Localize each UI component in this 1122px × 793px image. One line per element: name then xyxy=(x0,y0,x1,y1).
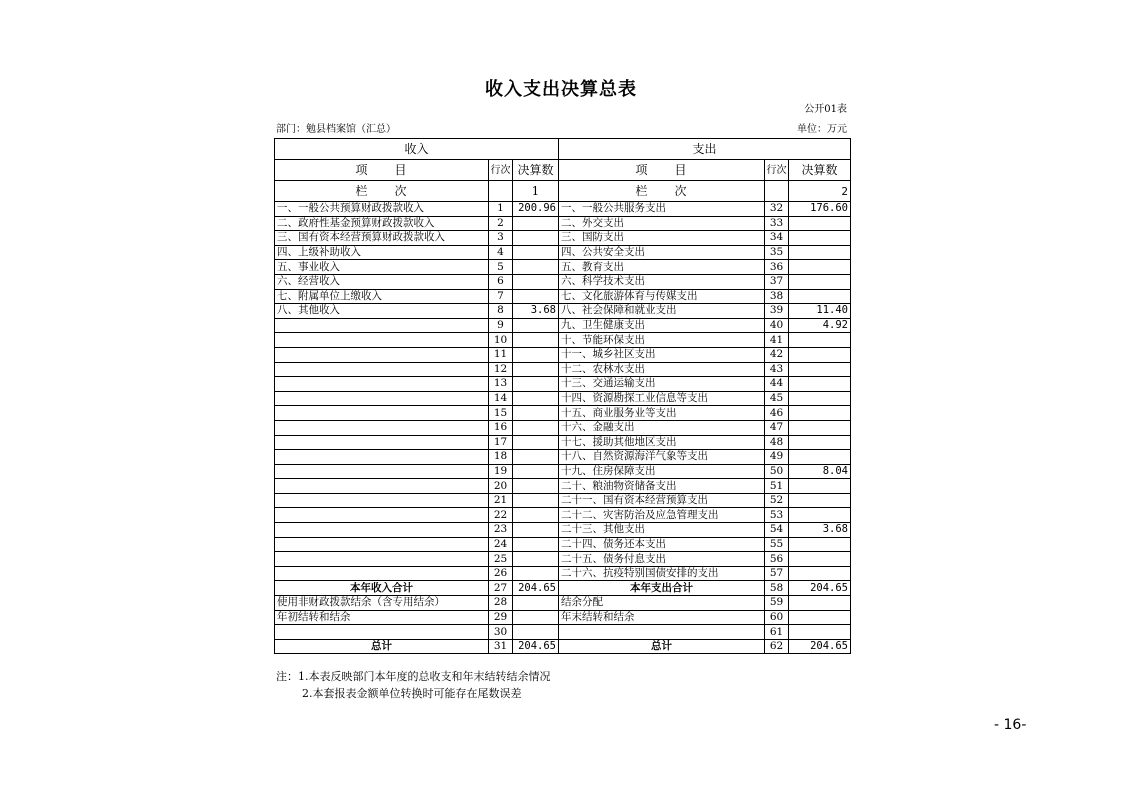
income-row-no-cell: 22 xyxy=(489,508,513,523)
expense-row-no-cell: 57 xyxy=(765,566,789,581)
expense-row-no-cell: 33 xyxy=(765,216,789,231)
table-row xyxy=(275,625,851,640)
income-amount-cell xyxy=(513,231,559,246)
income-amount-cell xyxy=(513,377,559,392)
expense-amount-cell: 204.65 xyxy=(789,639,851,654)
income-item-cell: 年初结转和结余 xyxy=(275,610,489,625)
table-row xyxy=(275,318,851,333)
income-amount-cell xyxy=(513,625,559,640)
department-label: 部门：勉县档案馆（汇总） xyxy=(276,124,396,135)
income-item-cell xyxy=(275,318,489,333)
income-item-cell xyxy=(275,391,489,406)
table-row xyxy=(275,202,851,217)
income-item-cell xyxy=(275,347,489,362)
expense-amount-cell xyxy=(789,420,851,435)
expense-item-cell: 十一、城乡社区支出 xyxy=(559,347,765,362)
expense-item-cell: 二十三、其他支出 xyxy=(559,523,765,538)
income-amount-cell xyxy=(513,596,559,611)
expense-amount-cell xyxy=(789,377,851,392)
income-item-header: 项 目 xyxy=(275,160,489,181)
expense-row-no-cell: 53 xyxy=(765,508,789,523)
income-amount-cell: 3.68 xyxy=(513,304,559,319)
expense-amount-cell xyxy=(789,479,851,494)
income-item-cell: 本年收入合计 xyxy=(275,581,489,596)
table-row xyxy=(275,523,851,538)
expense-row-no-cell: 32 xyxy=(765,202,789,217)
table-row xyxy=(275,289,851,304)
income-amount-cell xyxy=(513,508,559,523)
expense-row-no-cell: 40 xyxy=(765,318,789,333)
expense-row-no-cell: 56 xyxy=(765,552,789,567)
expense-amount-cell xyxy=(789,596,851,611)
income-item-cell xyxy=(275,450,489,465)
expense-amount-cell xyxy=(789,289,851,304)
expense-amount-cell: 8.04 xyxy=(789,464,851,479)
income-item-cell xyxy=(275,493,489,508)
income-row-no-cell: 6 xyxy=(489,274,513,289)
table-body xyxy=(275,139,851,654)
income-amount-cell xyxy=(513,362,559,377)
table-row xyxy=(275,596,851,611)
income-amount-cell: 204.65 xyxy=(513,581,559,596)
expense-row-no-cell: 43 xyxy=(765,362,789,377)
expense-row-no-cell: 54 xyxy=(765,523,789,538)
expense-item-cell: 总计 xyxy=(559,639,765,654)
expense-amount-cell xyxy=(789,508,851,523)
income-amount-cell xyxy=(513,464,559,479)
income-row-no-cell: 31 xyxy=(489,639,513,654)
table-row xyxy=(275,391,851,406)
income-row-no-cell: 13 xyxy=(489,377,513,392)
income-row-no-cell: 25 xyxy=(489,552,513,567)
expense-item-cell: 二十六、抗疫特别国债安排的支出 xyxy=(559,566,765,581)
expense-amount-cell xyxy=(789,552,851,567)
income-amount-cell xyxy=(513,333,559,348)
expense-amount-cell xyxy=(789,216,851,231)
expense-amount-cell xyxy=(789,391,851,406)
table-row xyxy=(275,479,851,494)
income-row-no-cell: 1 xyxy=(489,202,513,217)
expense-amount-cell xyxy=(789,406,851,421)
income-item-cell xyxy=(275,566,489,581)
expense-amount-cell: 204.65 xyxy=(789,581,851,596)
expense-item-cell: 结余分配 xyxy=(559,596,765,611)
table-row xyxy=(275,304,851,319)
expense-item-cell: 六、科学技术支出 xyxy=(559,274,765,289)
expense-item-cell: 十七、援助其他地区支出 xyxy=(559,435,765,450)
income-amount-cell xyxy=(513,566,559,581)
table-row xyxy=(275,347,851,362)
report-title: 收入支出决算总表 xyxy=(485,79,637,100)
income-item-cell xyxy=(275,552,489,567)
income-item-cell: 六、经营收入 xyxy=(275,274,489,289)
expense-row-no-cell: 50 xyxy=(765,464,789,479)
income-row-no-cell: 21 xyxy=(489,493,513,508)
income-row-no-cell: 3 xyxy=(489,231,513,246)
income-amount-cell xyxy=(513,289,559,304)
income-item-cell: 八、其他收入 xyxy=(275,304,489,319)
expense-row-no-cell: 51 xyxy=(765,479,789,494)
expense-row-no-cell: 55 xyxy=(765,537,789,552)
income-item-cell xyxy=(275,479,489,494)
income-amount-cell xyxy=(513,420,559,435)
expense-item-cell: 本年支出合计 xyxy=(559,581,765,596)
expense-item-cell: 二十二、灾害防治及应急管理支出 xyxy=(559,508,765,523)
income-amount-cell xyxy=(513,537,559,552)
income-row-no-cell: 27 xyxy=(489,581,513,596)
table-row xyxy=(275,231,851,246)
income-row-no-cell: 14 xyxy=(489,391,513,406)
income-amount-cell xyxy=(513,391,559,406)
table-row xyxy=(275,508,851,523)
section-header-row xyxy=(275,139,851,160)
income-item-cell xyxy=(275,523,489,538)
income-row-no-cell: 17 xyxy=(489,435,513,450)
income-row-no-cell: 4 xyxy=(489,245,513,260)
income-item-cell: 一、一般公共预算财政拨款收入 xyxy=(275,202,489,217)
income-row-no-cell: 16 xyxy=(489,420,513,435)
income-amount-header: 决算数 xyxy=(513,160,559,181)
table-row xyxy=(275,581,851,596)
expense-amount-cell xyxy=(789,333,851,348)
table-row xyxy=(275,406,851,421)
expense-amount-cell xyxy=(789,537,851,552)
income-amount-cell xyxy=(513,216,559,231)
expense-item-cell: 三、国防支出 xyxy=(559,231,765,246)
expense-column-index: 2 xyxy=(789,181,851,202)
table-row xyxy=(275,450,851,465)
expense-row-no-cell: 49 xyxy=(765,450,789,465)
income-amount-cell: 200.96 xyxy=(513,202,559,217)
expense-item-cell: 八、社会保障和就业支出 xyxy=(559,304,765,319)
form-number: 公开01表 xyxy=(804,104,847,115)
table-row xyxy=(275,435,851,450)
expense-item-cell: 十四、资源勘探工业信息等支出 xyxy=(559,391,765,406)
column-header-row xyxy=(275,160,851,181)
income-row-no-cell: 15 xyxy=(489,406,513,421)
empty-cell xyxy=(489,181,513,202)
expense-item-cell: 二十、粮油物资储备支出 xyxy=(559,479,765,494)
expense-row-no-header: 行次 xyxy=(765,160,789,181)
expense-amount-cell xyxy=(789,245,851,260)
income-item-cell xyxy=(275,406,489,421)
income-amount-cell xyxy=(513,245,559,260)
table-row xyxy=(275,377,851,392)
income-column-label: 栏 次 xyxy=(275,181,489,202)
column-index-row xyxy=(275,181,851,202)
expense-row-no-cell: 35 xyxy=(765,245,789,260)
expense-row-no-cell: 59 xyxy=(765,596,789,611)
income-item-cell xyxy=(275,333,489,348)
expense-section-header: 支出 xyxy=(559,139,851,160)
income-expense-table xyxy=(274,138,851,654)
income-amount-cell xyxy=(513,523,559,538)
table-row xyxy=(275,420,851,435)
expense-row-no-cell: 60 xyxy=(765,610,789,625)
income-amount-cell xyxy=(513,406,559,421)
income-amount-cell xyxy=(513,347,559,362)
expense-item-cell: 十五、商业服务业等支出 xyxy=(559,406,765,421)
expense-item-cell: 二、外交支出 xyxy=(559,216,765,231)
income-amount-cell xyxy=(513,435,559,450)
income-row-no-cell: 30 xyxy=(489,625,513,640)
expense-item-cell: 二十四、债务还本支出 xyxy=(559,537,765,552)
income-row-no-cell: 2 xyxy=(489,216,513,231)
income-item-cell xyxy=(275,464,489,479)
table-row xyxy=(275,274,851,289)
income-row-no-cell: 10 xyxy=(489,333,513,348)
table-row xyxy=(275,566,851,581)
income-row-no-header: 行次 xyxy=(489,160,513,181)
expense-row-no-cell: 36 xyxy=(765,260,789,275)
expense-amount-cell xyxy=(789,625,851,640)
income-row-no-cell: 11 xyxy=(489,347,513,362)
expense-row-no-cell: 42 xyxy=(765,347,789,362)
expense-amount-cell xyxy=(789,260,851,275)
income-item-cell xyxy=(275,625,489,640)
expense-amount-cell xyxy=(789,566,851,581)
income-item-cell: 总计 xyxy=(275,639,489,654)
income-item-cell: 五、事业收入 xyxy=(275,260,489,275)
expense-row-no-cell: 37 xyxy=(765,274,789,289)
expense-row-no-cell: 62 xyxy=(765,639,789,654)
expense-row-no-cell: 39 xyxy=(765,304,789,319)
income-amount-cell xyxy=(513,450,559,465)
income-item-cell: 三、国有资本经营预算财政拨款收入 xyxy=(275,231,489,246)
expense-item-cell xyxy=(559,625,765,640)
table-row xyxy=(275,537,851,552)
expense-row-no-cell: 41 xyxy=(765,333,789,348)
income-item-cell xyxy=(275,420,489,435)
expense-row-no-cell: 44 xyxy=(765,377,789,392)
expense-item-cell: 七、文化旅游体育与传媒支出 xyxy=(559,289,765,304)
expense-column-label: 栏 次 xyxy=(559,181,765,202)
income-row-no-cell: 12 xyxy=(489,362,513,377)
page-number: - 16- xyxy=(994,717,1027,733)
expense-item-cell: 二十五、债务付息支出 xyxy=(559,552,765,567)
unit-label: 单位：万元 xyxy=(797,124,847,135)
income-amount-cell xyxy=(513,610,559,625)
table-row xyxy=(275,245,851,260)
income-row-no-cell: 24 xyxy=(489,537,513,552)
expense-item-cell: 四、公共安全支出 xyxy=(559,245,765,260)
income-item-cell: 七、附属单位上缴收入 xyxy=(275,289,489,304)
income-row-no-cell: 8 xyxy=(489,304,513,319)
expense-amount-cell xyxy=(789,435,851,450)
table-row xyxy=(275,552,851,567)
income-row-no-cell: 23 xyxy=(489,523,513,538)
expense-row-no-cell: 47 xyxy=(765,420,789,435)
table-row xyxy=(275,216,851,231)
expense-amount-cell xyxy=(789,362,851,377)
income-item-cell: 二、政府性基金预算财政拨款收入 xyxy=(275,216,489,231)
income-row-no-cell: 28 xyxy=(489,596,513,611)
expense-item-cell: 年末结转和结余 xyxy=(559,610,765,625)
expense-row-no-cell: 38 xyxy=(765,289,789,304)
income-amount-cell xyxy=(513,493,559,508)
income-amount-cell xyxy=(513,318,559,333)
income-item-cell xyxy=(275,362,489,377)
expense-row-no-cell: 61 xyxy=(765,625,789,640)
income-row-no-cell: 26 xyxy=(489,566,513,581)
expense-item-cell: 十、节能环保支出 xyxy=(559,333,765,348)
expense-amount-cell xyxy=(789,610,851,625)
income-item-cell xyxy=(275,377,489,392)
table-row xyxy=(275,610,851,625)
expense-amount-cell: 3.68 xyxy=(789,523,851,538)
income-column-index: 1 xyxy=(513,181,559,202)
expense-row-no-cell: 34 xyxy=(765,231,789,246)
income-row-no-cell: 29 xyxy=(489,610,513,625)
income-amount-cell: 204.65 xyxy=(513,639,559,654)
expense-amount-cell xyxy=(789,274,851,289)
income-row-no-cell: 20 xyxy=(489,479,513,494)
table-row xyxy=(275,260,851,275)
income-item-cell xyxy=(275,508,489,523)
expense-amount-cell xyxy=(789,231,851,246)
expense-row-no-cell: 45 xyxy=(765,391,789,406)
income-amount-cell xyxy=(513,552,559,567)
expense-item-cell: 十三、交通运输支出 xyxy=(559,377,765,392)
income-row-no-cell: 5 xyxy=(489,260,513,275)
expense-item-cell: 九、卫生健康支出 xyxy=(559,318,765,333)
income-row-no-cell: 9 xyxy=(489,318,513,333)
table-row xyxy=(275,464,851,479)
expense-amount-cell xyxy=(789,450,851,465)
empty-cell xyxy=(765,181,789,202)
expense-row-no-cell: 52 xyxy=(765,493,789,508)
note-2: 2.本套报表金额单位转换时可能存在尾数误差 xyxy=(302,687,522,700)
table-row xyxy=(275,493,851,508)
income-amount-cell xyxy=(513,274,559,289)
expense-item-header: 项 目 xyxy=(559,160,765,181)
expense-amount-header: 决算数 xyxy=(789,160,851,181)
income-item-cell: 使用非财政拨款结余（含专用结余） xyxy=(275,596,489,611)
income-item-cell: 四、上级补助收入 xyxy=(275,245,489,260)
expense-amount-cell: 4.92 xyxy=(789,318,851,333)
expense-item-cell: 一、一般公共服务支出 xyxy=(559,202,765,217)
table-row xyxy=(275,333,851,348)
expense-item-cell: 十九、住房保障支出 xyxy=(559,464,765,479)
income-section-header: 收入 xyxy=(275,139,559,160)
expense-row-no-cell: 48 xyxy=(765,435,789,450)
income-item-cell xyxy=(275,435,489,450)
note-1: 注：1.本表反映部门本年度的总收支和年末结转结余情况 xyxy=(276,670,551,683)
table-row xyxy=(275,639,851,654)
expense-amount-cell xyxy=(789,493,851,508)
expense-item-cell: 二十一、国有资本经营预算支出 xyxy=(559,493,765,508)
expense-row-no-cell: 58 xyxy=(765,581,789,596)
expense-amount-cell: 11.40 xyxy=(789,304,851,319)
income-row-no-cell: 18 xyxy=(489,450,513,465)
income-row-no-cell: 19 xyxy=(489,464,513,479)
income-amount-cell xyxy=(513,479,559,494)
income-item-cell xyxy=(275,537,489,552)
expense-row-no-cell: 46 xyxy=(765,406,789,421)
income-row-no-cell: 7 xyxy=(489,289,513,304)
expense-amount-cell xyxy=(789,347,851,362)
expense-item-cell: 十八、自然资源海洋气象等支出 xyxy=(559,450,765,465)
income-amount-cell xyxy=(513,260,559,275)
expense-amount-cell: 176.60 xyxy=(789,202,851,217)
expense-item-cell: 十六、金融支出 xyxy=(559,420,765,435)
expense-item-cell: 十二、农林水支出 xyxy=(559,362,765,377)
table-row xyxy=(275,362,851,377)
notes xyxy=(276,668,551,702)
expense-item-cell: 五、教育支出 xyxy=(559,260,765,275)
